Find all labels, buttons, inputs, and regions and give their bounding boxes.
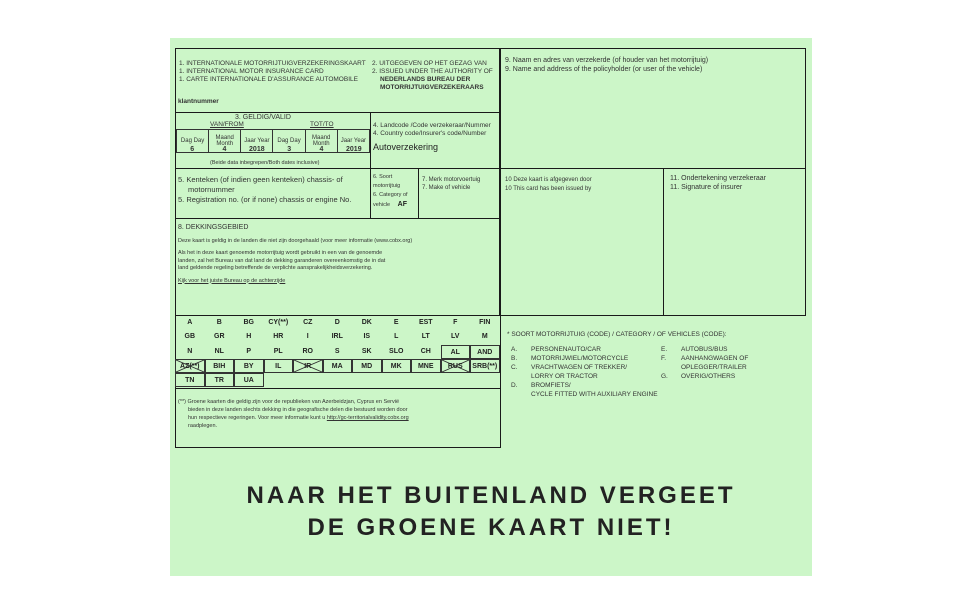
- country-code: GR: [214, 333, 225, 341]
- field-9: 9. Naam en adres van verzekerde (of houder van het motorrijtuig) 9. Name and address of the policyholder (or user of the vehicle): [505, 57, 709, 73]
- country-code: B: [216, 319, 222, 326]
- country-code: BG: [243, 319, 254, 326]
- headline: NAAR HET BUITENLAND VERGEET DE GROENE KAART NIET!: [246, 482, 736, 541]
- country-code: LT: [421, 333, 430, 341]
- country-code: E: [393, 319, 399, 326]
- country-code: UA: [234, 373, 264, 387]
- legend-label: MOTORRIJWIEL/MOTORCYCLE: [531, 355, 629, 362]
- field-11: 11. Ondertekening verzekeraar 11. Signature of insurer: [670, 175, 766, 191]
- country-code: F: [453, 319, 458, 326]
- country-code: SK: [361, 347, 372, 355]
- legend-item: [661, 345, 727, 354]
- field-8: 8. DEKKINGSGEBIED Deze kaart is geldig in de landen die niet zijn doorgehaald (voor meer informatie (www.cobx.org) Als het in deze kaart genoemde motorrijtuig wordt gebruikt in een van de genoemde landen, zal het Bureau van dat land de dekking garanderen overeenkomstig de in dat land geldende regeling betreffende de verplichte aansprakelijkheidsverzekering. Kijk voor het juiste Bureau op de achterzijde: [178, 224, 413, 284]
- legend-code: C.: [511, 364, 518, 371]
- legend-item: [511, 381, 571, 390]
- legend-code: B.: [511, 355, 518, 362]
- field-6: 6. Soort motorrijtuig 6. Category of vehicle AF: [373, 174, 408, 208]
- legend-item: [511, 354, 628, 363]
- legend-item: [511, 390, 658, 399]
- legend-code: F.: [661, 355, 667, 362]
- country-code: FIN: [479, 319, 491, 326]
- country-code: P: [246, 347, 252, 355]
- country-code: TN: [175, 373, 205, 387]
- field-7: 7. Merk motorvoertuig 7. Make of vehicle: [422, 177, 481, 191]
- divider: [175, 388, 501, 389]
- country-code: AND: [470, 345, 500, 359]
- country-code: CZ: [303, 319, 313, 326]
- legend-label: OPLEGGER/TRAILER: [681, 364, 747, 371]
- legend-code: D.: [511, 382, 518, 389]
- country-code: NL: [214, 347, 224, 355]
- legend-code: G.: [661, 373, 668, 380]
- country-code: MK: [382, 359, 412, 373]
- country-code: BIH: [205, 359, 235, 373]
- divider: [175, 112, 501, 113]
- legend-item: [511, 363, 627, 372]
- legend-label: LORRY OR TRACTOR: [531, 373, 598, 380]
- country-code: LV: [451, 333, 460, 341]
- field-4: 4. Landcode /Code verzekeraar/Nummer 4. Country code/Insurer's code/Number Autoverzekering: [373, 122, 491, 152]
- country-code: S: [334, 347, 340, 355]
- header-text: 1. INTERNATIONALE MOTORRIJTUIGVERZEKERINGSKAART 1. INTERNATIONAL MOTOR INSURANCE CARD 1. CARTE INTERNATIONALE D'ASSURANCE AUTOMOBILE: [179, 60, 366, 83]
- divider: [370, 112, 371, 218]
- legend-label: VRACHTWAGEN OF TREKKER/: [531, 364, 628, 371]
- legend-item: [511, 372, 598, 381]
- country-code: DK: [361, 319, 372, 326]
- country-code: IS: [363, 333, 371, 341]
- country-code: I: [306, 333, 309, 341]
- country-code: IL: [264, 359, 294, 373]
- country-code: BY: [234, 359, 264, 373]
- validity-dates: Dag Day Maand Month Jaar Year Dag Day Maand Month Jaar Year: [176, 129, 370, 153]
- legend-item: [661, 363, 747, 372]
- country-code: TR: [205, 373, 235, 387]
- legend-label: BROMFIETS/: [531, 382, 571, 389]
- country-code: AL: [441, 345, 471, 359]
- country-code: RUS: [441, 359, 471, 373]
- footnote: (**) Groene kaarten die geldig zijn voor de republieken van Azerbeidzjan, Cyprus en Servië bieden in deze landen slechts dekking in die geografische delen die bestuurd worden door hun respectieve regeringen. Voor meer informatie kunt u http://gc-territorialvalidity.cobx.org raadplegen.: [178, 399, 409, 429]
- vehicle-category-legend: * SOORT MOTORRIJTUIG (CODE) / CATEGORY / OF VEHICLES (CODE): A. PERSONENAUTO/CAR B. MOTORRIJWIEL/MOTORCYCLE C. VRACHTWAGEN OF TREKKER/ LORRY OR TRACTOR D. BROMFIETS/ CYCLE FITTED WITH AUXILIARY ENGINE E. AUTOBUS/BUS F. AANHANGWAGEN OF OPLEGGER/TRAILER G. OVERIG/OTHERS: [507, 331, 749, 398]
- country-code: A: [187, 319, 193, 326]
- legend-code: E.: [661, 346, 668, 353]
- country-code: RO: [302, 347, 313, 355]
- divider: [663, 168, 664, 316]
- divider: [175, 218, 501, 219]
- green-card: [170, 38, 812, 576]
- country-code: HR: [273, 333, 284, 341]
- authority-text: 2. UITGEGEVEN OP HET GEZAG VAN 2. ISSUED UNDER THE AUTHORITY OF NEDERLANDS BUREAU DER MOTORRIJTUIGVERZEKERAARS: [372, 60, 493, 91]
- field-10: 10 Deze kaart is afgegeven door 10 This card has been issued by: [505, 177, 592, 192]
- country-code: CY(**): [268, 319, 289, 326]
- validity-to: TOT/TO: [310, 121, 334, 128]
- legend-label: PERSONENAUTO/CAR: [531, 346, 601, 353]
- date-values: 6 4 2018 3 4 2019: [190, 146, 362, 153]
- divider: [175, 168, 806, 169]
- country-code: GB: [184, 333, 195, 341]
- legend-code: A.: [511, 346, 518, 353]
- bureau-link[interactable]: Kijk voor het juiste Bureau op de achterzijde: [178, 277, 286, 284]
- country-code: CH: [420, 347, 431, 355]
- country-code: MD: [352, 359, 382, 373]
- country-code: L: [394, 333, 399, 341]
- legend-label: AANHANGWAGEN OF: [681, 355, 749, 362]
- validity-from: VAN/FROM: [210, 121, 244, 128]
- validity-note: (Beide data inbegrepen/Both dates inclusive): [210, 160, 320, 166]
- country-code: PL: [273, 347, 283, 355]
- country-code: H: [246, 333, 252, 341]
- country-code: N: [187, 347, 193, 355]
- legend-item: [661, 372, 735, 381]
- country-code: IR: [293, 359, 323, 373]
- legend-item: [661, 354, 748, 363]
- legend-label: OVERIG/OTHERS: [681, 373, 736, 380]
- territorial-validity-link[interactable]: http://gc-territorialvalidity.cobx.org: [326, 415, 409, 421]
- divider: [418, 168, 419, 218]
- country-code: SLO: [389, 347, 404, 355]
- validity-title: 3. GELDIG/VALID: [235, 114, 291, 121]
- country-code: D: [334, 319, 340, 326]
- country-code: EST: [418, 319, 433, 326]
- legend-item: [511, 345, 601, 354]
- country-code: MA: [323, 359, 353, 373]
- country-code: MNE: [411, 359, 441, 373]
- legend-label: AUTOBUS/BUS: [681, 346, 728, 353]
- field-5: 5. Kenteken (of indien geen kenteken) chassis- of motornummer 5. Registration no. (or if none) chassis or engine No.: [178, 175, 352, 204]
- country-code: M: [481, 333, 488, 341]
- country-code: AZ(**): [175, 359, 205, 373]
- customer-number-label: klantnummer: [178, 98, 219, 105]
- country-code: IRL: [331, 333, 343, 341]
- country-code: SRB(**): [470, 359, 500, 373]
- legend-label: CYCLE FITTED WITH AUXILIARY ENGINE: [531, 391, 658, 398]
